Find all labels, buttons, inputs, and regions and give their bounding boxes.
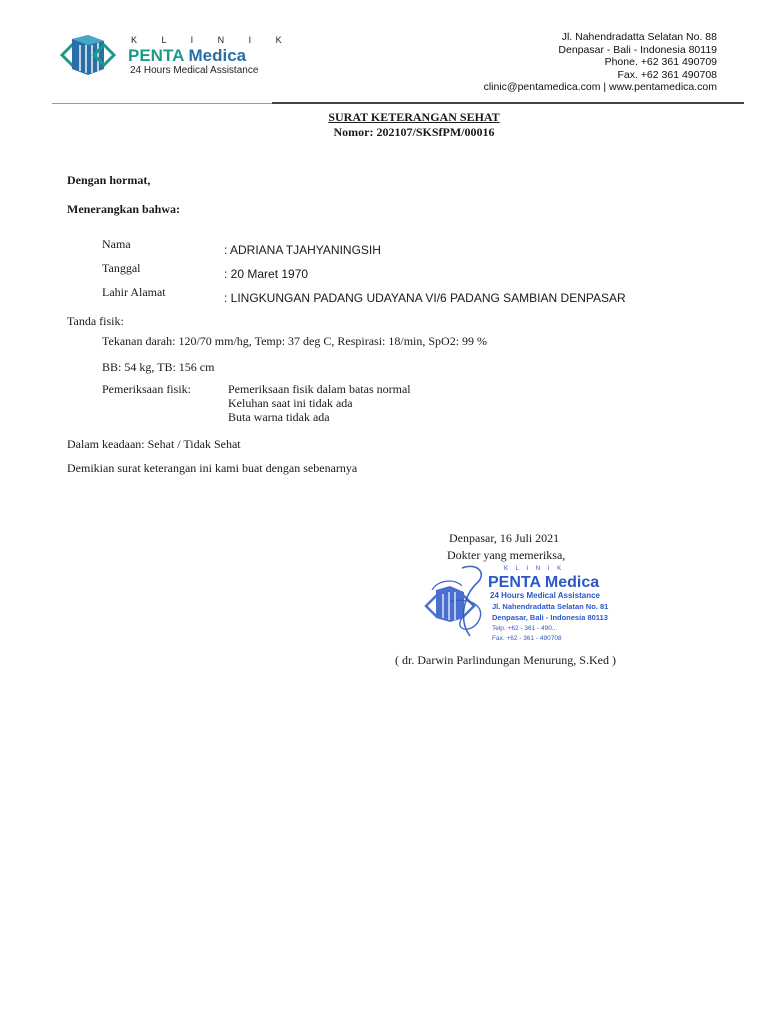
vitals-text: Tekanan darah: 120/70 mm/hg, Temp: 37 deg C, Respirasi: 18/min, SpO2: 99 % [102,334,488,348]
stamp-tagline: 24 Hours Medical Assistance [490,591,600,600]
address-value: : LINGKUNGAN PADANG UDAYANA VI/6 PADANG SAMBIAN DENPASAR [224,291,626,305]
greeting: Dengan hormat, [67,173,151,187]
stamp-address-2: Denpasar, Bali - Indonesia 80113 [492,613,608,622]
address-line-1: Jl. Nahendradatta Selatan No. 88 [561,31,717,43]
fax-number: Fax. +62 361 490708 [617,68,717,81]
clinic-stamp [418,560,614,650]
exam-line-2: Keluhan saat ini tidak ada [228,396,353,410]
dob-value: : 20 Maret 1970 [224,267,309,281]
name-value: : ADRIANA TJAHYANINGSIH [224,243,381,257]
examiner-label: Dokter yang memeriksa, [447,548,566,562]
stamp-name-medica: Medica [544,574,600,591]
document-number: Nomor: 202107/SKSfPM/00016 [333,125,495,139]
name-label: Nama [102,237,131,251]
document-title: SURAT KETERANGAN SEHAT [328,110,500,124]
phone-number: Phone. +62 361 490709 [604,56,717,68]
logo-tagline: 24 Hours Medical Assistance [130,65,259,76]
stamp-name-penta: PENTA [488,574,541,591]
clinic-logo-icon [58,33,118,77]
closing-text: Demikian surat keterangan ini kami buat dengan sebenarnya [67,461,358,475]
stamp-address-1: Jl. Nahendradatta Selatan No. 81 [492,602,609,611]
header-divider-thick [272,102,744,104]
body-measure-text: BB: 54 kg, TB: 156 cm [102,360,215,374]
stamp-klinik: K L I N I K [504,566,565,572]
header-divider-thin [52,103,274,104]
doctor-name: ( dr. Darwin Parlindungan Menurung, S.Ked ) [395,653,616,667]
stamp-name [488,574,599,591]
logo-klinik-text: K L I N I K [131,35,293,45]
logo-brand-medica: Medica [188,46,247,65]
logo-brand-penta: PENTA [128,46,184,65]
intro-text: Menerangkan bahwa: [67,202,181,216]
dob-label: Tanggal [102,261,141,275]
logo-brand-name [128,46,246,66]
place-date: Denpasar, 16 Juli 2021 [449,531,560,545]
address-label: Lahir Alamat [102,285,166,299]
exam-line-1: Pemeriksaan fisik dalam batas normal [228,382,411,396]
physical-heading: Tanda fisik: [67,314,124,328]
stamp-tel: Telp. +62 - 361 - 490... [492,625,558,632]
clinic-address-block [484,31,717,94]
exam-label: Pemeriksaan fisik: [102,382,191,396]
contact-line: clinic@pentamedica.com | www.pentamedica.com [483,81,717,93]
address-line-2: Denpasar - Bali - Indonesia 80119 [558,43,717,56]
stamp-fax: Fax. +62 - 361 - 490708 [492,635,562,642]
exam-line-3: Buta warna tidak ada [228,410,330,424]
condition-text: Dalam keadaan: Sehat / Tidak Sehat [67,437,241,451]
